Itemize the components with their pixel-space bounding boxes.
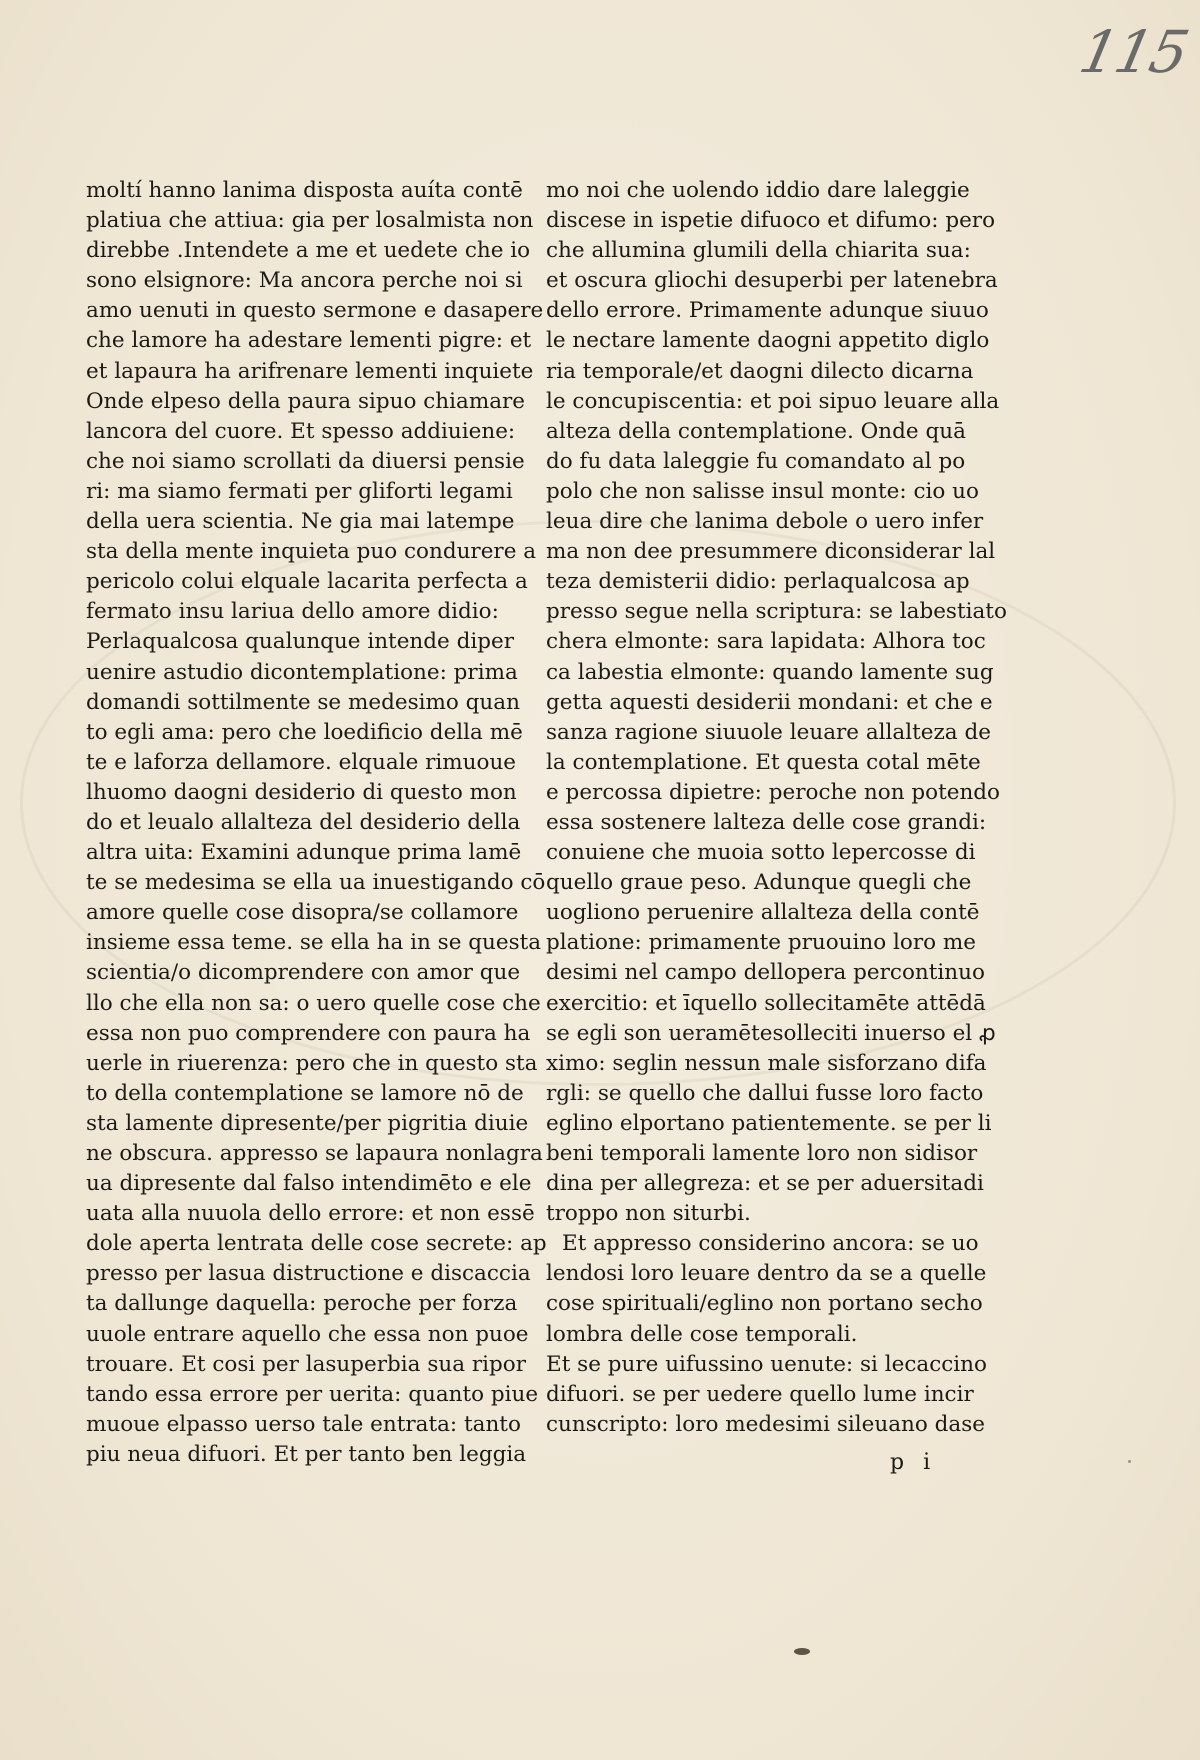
text-line: beni temporali lamente loro non sidisor: [546, 1141, 978, 1166]
text-line: che allumina glumili della chiarita sua:: [546, 238, 971, 264]
text-line: chera elmonte: sara lapidata: Alhora toc: [546, 629, 986, 655]
text-line: che lamore ha adestare lementi pigre: et: [86, 328, 532, 354]
text-line: pericolo colui elquale lacarita perfecta a: [86, 569, 528, 595]
text-line: sta lamente dipresente/per pigritia diuie: [86, 1110, 529, 1136]
text-line: fermato insu lariua dello amore didio:: [86, 599, 499, 625]
text-line: et lapaura ha arifrenare lementi inquiete: [86, 358, 534, 384]
text-line: Et appresso considerino ancora: se uo: [562, 1231, 979, 1257]
text-line: domandi sottilmente se medesimo quan: [86, 689, 520, 715]
text-line: scientia/o dicomprendere con amor que: [86, 960, 521, 986]
text-line: Perlaqualcosa qualunque intende diper: [86, 629, 514, 655]
text-line: le nectare lamente daogni appetito diglo: [546, 328, 990, 354]
text-line: Et se pure uifussino uenute: si lecaccino: [546, 1351, 987, 1377]
text-line: ua dipresente dal falso intendimēto e ele: [86, 1171, 532, 1197]
text-line: getta aquesti desiderii mondani: et che e: [546, 689, 993, 715]
text-line: dole aperta lentrata delle cose secrete: ap: [86, 1231, 547, 1257]
text-line: dello errore. Primamente adunque siuuo: [546, 298, 989, 324]
text-line: lombra delle cose temporali.: [546, 1321, 858, 1347]
ink-dot: [1128, 1460, 1131, 1463]
text-line: troppo non siturbi.: [546, 1201, 751, 1227]
text-line: desimi nel campo dellopera percontinuo: [546, 960, 985, 986]
text-line: direbbe .Intendete a me et uedete che io: [86, 238, 531, 264]
text-line: ria temporale/et daogni dilecto dicarna: [546, 358, 974, 384]
text-line: platiua che attiua: gia per losalmista non: [86, 208, 534, 234]
text-line: to egli ama: pero che loedificio della mē: [86, 719, 523, 745]
text-line: mo noi che uolendo iddio dare laleggie: [546, 178, 970, 203]
ink-speck: [794, 1648, 810, 1655]
text-line: te e laforza dellamore. elquale rimuoue: [86, 749, 517, 775]
text-line: lhuomo daogni desiderio di questo mon: [86, 779, 517, 805]
left-column: [86, 176, 547, 1470]
text-line: piu neua difuori. Et per tanto ben leggia: [86, 1441, 527, 1467]
text-line: lendosi loro leuare dentro da se a quelle: [546, 1261, 987, 1287]
text-line: alteza della contemplatione. Onde quā: [546, 418, 966, 444]
text-line: uenire astudio dicontemplatione: prima: [86, 659, 518, 685]
text-line: teza demisterii didio: perlaqualcosa ap: [546, 569, 970, 595]
text-line: insieme essa teme. se ella ha in se questa: [86, 930, 542, 956]
text-line: essa non puo comprendere con paura ha: [86, 1020, 531, 1046]
text-line: muoue elpasso uerso tale entrata: tanto: [86, 1411, 521, 1437]
text-line: altra uita: Examini adunque prima lamē: [86, 840, 522, 866]
text-line: le concupiscentia: et poi sipuo leuare alla: [546, 388, 1000, 414]
text-line: e percossa dipietre: peroche non potendo: [546, 779, 1000, 805]
text-line: rgli: se quello che dallui fusse loro facto: [546, 1080, 984, 1106]
text-line: dina per allegreza: et se per aduersitadi: [546, 1171, 984, 1197]
text-line: della uera scientia. Ne gia mai latempe: [86, 509, 515, 535]
text-line: uerle in riuerenza: pero che in questo sta: [86, 1050, 538, 1076]
text-line: presso segue nella scriptura: se labestiato: [546, 599, 1007, 625]
text-line: polo che non salisse insul monte: cio uo: [546, 478, 979, 504]
text-line: amore quelle cose disopra/se collamore: [86, 900, 519, 926]
text-line: uata alla nuuola dello errore: et non essē: [86, 1201, 535, 1227]
text-line: ca labestia elmonte: quando lamente sug: [546, 659, 994, 685]
text-line: sanza ragione siuuole leuare allalteza de: [546, 719, 991, 745]
text-line: moltí hanno lanima disposta auíta contē: [86, 178, 523, 203]
text-line: conuiene che muoia sotto lepercosse di: [546, 840, 976, 866]
text-line: te se medesima se ella ua inuestigando cō: [86, 870, 546, 896]
text-line: la contemplatione. Et questa cotal mēte: [546, 749, 981, 775]
text-line: tando essa errore per uerita: quanto piue: [86, 1381, 539, 1407]
text-line: llo che ella non sa: o uero quelle cose che: [86, 990, 541, 1016]
text-line: presso per lasua distructione e discaccia: [86, 1261, 531, 1287]
text-line: do fu data laleggie fu comandato al po: [546, 448, 966, 474]
text-line: Onde elpeso della paura sipuo chiamare: [86, 388, 526, 414]
text-line: ne obscura. appresso se lapaura nonlagra: [86, 1141, 543, 1166]
text-line: cose spirituali/eglino non portano secho: [546, 1291, 983, 1317]
text-line: ta dallunge daquella: peroche per forza: [86, 1291, 518, 1317]
text-line: ximo: seglin nessun male sisforzano difa: [546, 1050, 987, 1076]
text-line: sono elsignore: Ma ancora perche noi si: [86, 268, 523, 294]
text-line: uuole entrare aquello che essa non puoe: [86, 1321, 529, 1347]
text-line: discese in ispetie difuoco et difumo: pero: [546, 208, 996, 234]
text-line: quello graue peso. Adunque quegli che: [546, 870, 972, 896]
text-line: et oscura gliochi desuperbi per latenebra: [546, 268, 998, 294]
signature-mark: p i: [890, 1450, 937, 1475]
text-line: ri: ma siamo fermati per gliforti legami: [86, 478, 513, 504]
text-line: trouare. Et cosi per lasuperbia sua ripor: [86, 1351, 526, 1377]
text-line: ma non dee presummere diconsiderar lal: [546, 539, 996, 565]
text-line: che noi siamo scrollati da diuersi pensie: [86, 448, 525, 474]
folio-number: 115: [1074, 18, 1194, 86]
text-line: essa sostenere lalteza delle cose grandi:: [546, 809, 987, 835]
text-line: sta della mente inquieta puo condurere a: [86, 539, 537, 565]
text-line: leua dire che lanima debole o uero infer: [546, 509, 984, 535]
text-line: cunscripto: loro medesimi sileuano dase: [546, 1411, 986, 1437]
text-line: to della contemplatione se lamore nō de: [86, 1080, 524, 1106]
right-column: [546, 176, 1007, 1440]
text-line: do et leualo allalteza del desiderio della: [86, 809, 521, 835]
text-line: platione: primamente pruouino loro me: [546, 930, 977, 956]
text-line: uogliono peruenire allalteza della contē: [546, 900, 980, 926]
text-line: se egli son ueramētesolleciti inuerso el ꝓ: [546, 1020, 996, 1046]
text-line: exercitio: et īquello sollecitamēte attēdā: [546, 990, 986, 1016]
text-line: eglino elportano patientemente. se per li: [546, 1110, 992, 1136]
text-line: lancora del cuore. Et spesso addiuiene:: [86, 418, 516, 444]
text-line: difuori. se per uedere quello lume incir: [546, 1381, 974, 1407]
text-line: amo uenuti in questo sermone e dasapere: [86, 298, 544, 324]
